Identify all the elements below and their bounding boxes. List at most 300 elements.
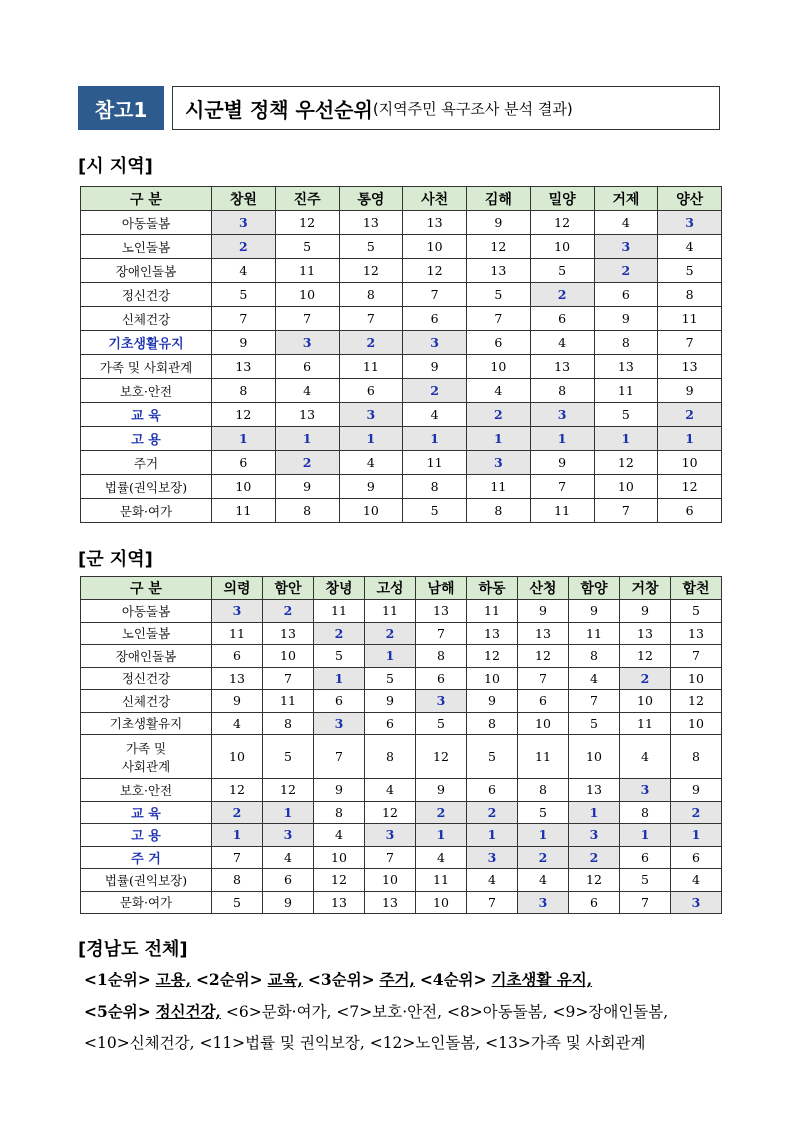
rank-cell: 12 <box>530 211 594 235</box>
rank-cell: 10 <box>620 690 671 713</box>
column-header: 양산 <box>658 187 722 211</box>
rank-cell: 8 <box>365 735 416 779</box>
rank-cell: 4 <box>671 869 722 892</box>
column-header: 창녕 <box>314 577 365 600</box>
row-label: 문화·여가 <box>81 499 212 523</box>
row-label: 보호·안전 <box>81 779 212 802</box>
rank-cell: 7 <box>314 735 365 779</box>
rank-cell: 12 <box>467 645 518 668</box>
rank-cell: 4 <box>518 869 569 892</box>
rank-cell: 7 <box>339 307 403 331</box>
rank-cell: 10 <box>365 869 416 892</box>
rank-cell: 4 <box>212 712 263 735</box>
rank-cell: 10 <box>467 667 518 690</box>
rank-cell: 13 <box>594 355 658 379</box>
rank-cell: 6 <box>212 645 263 668</box>
row-label: 신체건강 <box>81 307 212 331</box>
table-row <box>81 235 722 259</box>
rank-cell: 11 <box>530 499 594 523</box>
rank-cell: 12 <box>275 211 339 235</box>
rank-cell: 10 <box>403 235 467 259</box>
rank-cell: 3 <box>518 891 569 914</box>
rank-cell: 9 <box>467 690 518 713</box>
rank-cell: 12 <box>403 259 467 283</box>
rank-cell: 9 <box>671 779 722 802</box>
rank-cell: 12 <box>339 259 403 283</box>
rank-cell: 2 <box>212 235 276 259</box>
column-header: 합천 <box>671 577 722 600</box>
row-label: 정신건강 <box>81 283 212 307</box>
rank-cell: 7 <box>212 307 276 331</box>
table-row <box>81 622 722 645</box>
rank-cell: 3 <box>263 824 314 847</box>
rank-cell: 1 <box>212 427 276 451</box>
column-header: 함안 <box>263 577 314 600</box>
column-header: 고성 <box>365 577 416 600</box>
rank-cell: 5 <box>365 667 416 690</box>
rank-cell: 10 <box>212 735 263 779</box>
rank-cell: 9 <box>275 475 339 499</box>
table-row <box>81 690 722 713</box>
rank-cell: 13 <box>671 622 722 645</box>
rank-cell: 6 <box>403 307 467 331</box>
row-label: 노인돌봄 <box>81 622 212 645</box>
rank-cell: 10 <box>569 735 620 779</box>
rank-cell: 7 <box>530 475 594 499</box>
row-label: 노인돌봄 <box>81 235 212 259</box>
rank-cell: 8 <box>620 801 671 824</box>
rank-cell: 2 <box>403 379 467 403</box>
rank-cell: 1 <box>212 824 263 847</box>
table-row <box>81 735 722 779</box>
rank-cell: 13 <box>275 403 339 427</box>
rank-cell: 1 <box>275 427 339 451</box>
rank-cell: 1 <box>671 824 722 847</box>
rank-cell: 4 <box>403 403 467 427</box>
rank-cell: 5 <box>212 891 263 914</box>
row-label <box>81 735 212 779</box>
rank-cell: 6 <box>671 846 722 869</box>
rank-cell: 8 <box>671 735 722 779</box>
rank-8: <8>아동돌봄, <box>446 1003 548 1021</box>
column-header: 하동 <box>467 577 518 600</box>
rank-cell: 6 <box>569 891 620 914</box>
rank-cell: 8 <box>518 779 569 802</box>
rank-cell: 10 <box>275 283 339 307</box>
row-label: 문화·여가 <box>81 891 212 914</box>
table-row <box>81 645 722 668</box>
table-row <box>81 379 722 403</box>
row-label: 기초생활유지 <box>81 331 212 355</box>
rank-cell: 13 <box>314 891 365 914</box>
rank-cell: 1 <box>569 801 620 824</box>
rank-5-item: 정신건강, <box>155 1002 221 1021</box>
rank-2-label: <2순위> <box>195 970 263 989</box>
rank-cell: 12 <box>620 645 671 668</box>
rank-cell: 12 <box>594 451 658 475</box>
rank-cell: 4 <box>263 846 314 869</box>
column-header: 산청 <box>518 577 569 600</box>
table-row <box>81 451 722 475</box>
rank-cell: 4 <box>594 211 658 235</box>
rank-cell: 12 <box>416 735 467 779</box>
rank-cell: 10 <box>212 475 276 499</box>
rank-cell: 4 <box>569 667 620 690</box>
rank-cell: 10 <box>658 451 722 475</box>
rank-cell: 6 <box>594 283 658 307</box>
rank-cell: 6 <box>339 379 403 403</box>
rank-cell: 2 <box>671 801 722 824</box>
rank-cell: 6 <box>620 846 671 869</box>
rank-cell: 1 <box>467 427 531 451</box>
rank-10: <10>신체건강, <box>84 1034 195 1052</box>
rank-cell: 4 <box>658 235 722 259</box>
rank-cell: 12 <box>467 235 531 259</box>
rank-cell: 5 <box>416 712 467 735</box>
rank-cell: 4 <box>339 451 403 475</box>
rank-cell: 2 <box>594 259 658 283</box>
province-summary <box>84 964 744 1059</box>
rank-13: <13>가족 및 사회관계 <box>485 1034 646 1052</box>
rank-cell: 3 <box>594 235 658 259</box>
city-priority-table <box>80 186 722 523</box>
rank-cell: 13 <box>530 355 594 379</box>
rank-cell: 1 <box>416 824 467 847</box>
rank-cell: 5 <box>671 600 722 623</box>
rank-cell: 4 <box>212 259 276 283</box>
rank-1-item: 고용, <box>155 970 191 989</box>
row-label: 정신건강 <box>81 667 212 690</box>
column-header: 밀양 <box>530 187 594 211</box>
rank-cell: 2 <box>365 622 416 645</box>
rank-cell: 3 <box>212 600 263 623</box>
rank-cell: 10 <box>530 235 594 259</box>
rank-cell: 5 <box>620 869 671 892</box>
rank-cell: 9 <box>569 600 620 623</box>
table-row <box>81 355 722 379</box>
rank-cell: 7 <box>403 283 467 307</box>
row-label: 아동돌봄 <box>81 211 212 235</box>
rank-cell: 8 <box>403 475 467 499</box>
rank-cell: 7 <box>594 499 658 523</box>
rank-cell: 10 <box>671 712 722 735</box>
rank-cell: 12 <box>518 645 569 668</box>
column-header: 거창 <box>620 577 671 600</box>
rank-cell: 7 <box>518 667 569 690</box>
rank-cell: 1 <box>620 824 671 847</box>
rank-cell: 4 <box>365 779 416 802</box>
rank-cell: 6 <box>658 499 722 523</box>
title-subtitle: (지역주민 욕구조사 분석 결과) <box>372 99 573 118</box>
column-header: 의령 <box>212 577 263 600</box>
rank-cell: 9 <box>314 779 365 802</box>
rank-cell: 1 <box>339 427 403 451</box>
rank-cell: 8 <box>658 283 722 307</box>
page-title <box>172 86 720 130</box>
rank-cell: 10 <box>416 891 467 914</box>
rank-cell: 6 <box>365 712 416 735</box>
rank-cell: 5 <box>658 259 722 283</box>
rank-cell: 9 <box>365 690 416 713</box>
table-row <box>81 712 722 735</box>
rank-cell: 5 <box>275 235 339 259</box>
row-label: 아동돌봄 <box>81 600 212 623</box>
rank-cell: 11 <box>620 712 671 735</box>
rank-cell: 13 <box>658 355 722 379</box>
rank-cell: 2 <box>569 846 620 869</box>
rank-cell: 10 <box>263 645 314 668</box>
rank-cell: 7 <box>658 331 722 355</box>
column-header: 거제 <box>594 187 658 211</box>
table-row <box>81 211 722 235</box>
column-header: 통영 <box>339 187 403 211</box>
row-label: 장애인돌봄 <box>81 259 212 283</box>
column-header: 남해 <box>416 577 467 600</box>
rank-3-label: <3순위> <box>307 970 375 989</box>
column-header: 사천 <box>403 187 467 211</box>
rank-cell: 3 <box>671 891 722 914</box>
rank-cell: 3 <box>620 779 671 802</box>
rank-cell: 8 <box>569 645 620 668</box>
rank-cell: 1 <box>518 824 569 847</box>
rank-cell: 8 <box>275 499 339 523</box>
row-label-line: 가족 및 <box>125 740 167 756</box>
row-label: 주 거 <box>81 846 212 869</box>
rank-cell: 8 <box>212 379 276 403</box>
rank-cell: 8 <box>212 869 263 892</box>
rank-cell: 7 <box>275 307 339 331</box>
rank-cell: 9 <box>403 355 467 379</box>
rank-cell: 11 <box>339 355 403 379</box>
row-label: 신체건강 <box>81 690 212 713</box>
rank-cell: 1 <box>530 427 594 451</box>
rank-cell: 7 <box>212 846 263 869</box>
rank-cell: 13 <box>416 600 467 623</box>
rank-cell: 6 <box>467 779 518 802</box>
rank-7: <7>보호·안전, <box>336 1003 443 1021</box>
rank-cell: 3 <box>275 331 339 355</box>
summary-line-1 <box>84 964 744 996</box>
row-label: 교 육 <box>81 801 212 824</box>
corner-label: 구 분 <box>81 577 212 600</box>
rank-cell: 10 <box>671 667 722 690</box>
rank-cell: 7 <box>263 667 314 690</box>
rank-cell: 9 <box>518 600 569 623</box>
county-priority-table <box>80 576 722 914</box>
rank-cell: 3 <box>467 846 518 869</box>
row-label: 교 육 <box>81 403 212 427</box>
rank-cell: 11 <box>365 600 416 623</box>
title-main: 시군별 정책 우선순위 <box>185 97 373 122</box>
rank-1-label: <1순위> <box>84 970 151 989</box>
rank-cell: 11 <box>518 735 569 779</box>
rank-cell: 11 <box>314 600 365 623</box>
rank-cell: 13 <box>467 259 531 283</box>
rank-cell: 1 <box>403 427 467 451</box>
rank-cell: 4 <box>467 869 518 892</box>
rank-cell: 10 <box>467 355 531 379</box>
rank-cell: 12 <box>314 869 365 892</box>
rank-cell: 1 <box>658 427 722 451</box>
rank-cell: 1 <box>365 645 416 668</box>
rank-cell: 9 <box>620 600 671 623</box>
rank-cell: 12 <box>671 690 722 713</box>
rank-cell: 1 <box>263 801 314 824</box>
rank-cell: 13 <box>212 355 276 379</box>
rank-cell: 3 <box>365 824 416 847</box>
rank-cell: 9 <box>467 211 531 235</box>
rank-cell: 5 <box>518 801 569 824</box>
rank-cell: 11 <box>658 307 722 331</box>
rank-cell: 2 <box>467 801 518 824</box>
rank-cell: 2 <box>416 801 467 824</box>
row-label: 고 용 <box>81 824 212 847</box>
rank-cell: 11 <box>594 379 658 403</box>
table-row <box>81 283 722 307</box>
rank-9: <9>장애인돌봄, <box>552 1003 669 1021</box>
rank-cell: 9 <box>530 451 594 475</box>
rank-cell: 10 <box>314 846 365 869</box>
rank-cell: 2 <box>314 622 365 645</box>
rank-cell: 2 <box>275 451 339 475</box>
rank-cell: 6 <box>416 667 467 690</box>
table-row <box>81 779 722 802</box>
table-row <box>81 427 722 451</box>
table-row <box>81 499 722 523</box>
rank-cell: 10 <box>594 475 658 499</box>
rank-cell: 3 <box>212 211 276 235</box>
rank-cell: 6 <box>263 869 314 892</box>
rank-cell: 13 <box>263 622 314 645</box>
rank-cell: 8 <box>467 712 518 735</box>
rank-cell: 13 <box>467 622 518 645</box>
row-label: 장애인돌봄 <box>81 645 212 668</box>
row-label: 보호·안전 <box>81 379 212 403</box>
row-label: 주거 <box>81 451 212 475</box>
rank-cell: 2 <box>263 600 314 623</box>
rank-cell: 13 <box>403 211 467 235</box>
rank-5-label: <5순위> <box>84 1002 151 1021</box>
rank-cell: 9 <box>658 379 722 403</box>
rank-cell: 7 <box>467 891 518 914</box>
rank-2-item: 교육, <box>267 970 303 989</box>
rank-12: <12>노인돌봄, <box>369 1034 481 1052</box>
rank-cell: 13 <box>212 667 263 690</box>
table-row <box>81 331 722 355</box>
rank-cell: 5 <box>212 283 276 307</box>
table-row <box>81 600 722 623</box>
rank-cell: 10 <box>518 712 569 735</box>
reference-badge: 참고1 <box>78 86 164 130</box>
rank-cell: 6 <box>212 451 276 475</box>
rank-cell: 12 <box>212 779 263 802</box>
summary-line-2 <box>84 996 744 1028</box>
rank-cell: 13 <box>339 211 403 235</box>
rank-cell: 12 <box>658 475 722 499</box>
rank-4-item: 기초생활 유지, <box>491 970 593 989</box>
rank-cell: 8 <box>467 499 531 523</box>
table-row <box>81 801 722 824</box>
rank-cell: 6 <box>275 355 339 379</box>
rank-cell: 1 <box>314 667 365 690</box>
rank-cell: 11 <box>467 475 531 499</box>
row-label: 법률(권익보장) <box>81 869 212 892</box>
corner-label: 구 분 <box>81 187 212 211</box>
row-label: 가족 및 사회관계 <box>81 355 212 379</box>
rank-cell: 3 <box>530 403 594 427</box>
rank-cell: 3 <box>339 403 403 427</box>
rank-cell: 7 <box>671 645 722 668</box>
rank-cell: 13 <box>620 622 671 645</box>
rank-4-label: <4순위> <box>419 970 487 989</box>
rank-cell: 5 <box>314 645 365 668</box>
rank-cell: 5 <box>530 259 594 283</box>
row-label: 법률(권익보장) <box>81 475 212 499</box>
rank-cell: 8 <box>339 283 403 307</box>
table-row <box>81 824 722 847</box>
rank-cell: 9 <box>416 779 467 802</box>
rank-cell: 11 <box>212 499 276 523</box>
rank-cell: 3 <box>314 712 365 735</box>
rank-cell: 5 <box>263 735 314 779</box>
rank-cell: 13 <box>518 622 569 645</box>
rank-cell: 2 <box>518 846 569 869</box>
rank-cell: 9 <box>594 307 658 331</box>
rank-cell: 12 <box>263 779 314 802</box>
rank-cell: 11 <box>467 600 518 623</box>
rank-cell: 11 <box>212 622 263 645</box>
rank-cell: 11 <box>569 622 620 645</box>
rank-6: <6>문화·여가, <box>225 1003 332 1021</box>
rank-cell: 3 <box>403 331 467 355</box>
rank-cell: 5 <box>467 735 518 779</box>
rank-cell: 6 <box>530 307 594 331</box>
rank-cell: 11 <box>275 259 339 283</box>
rank-cell: 9 <box>212 331 276 355</box>
table-row <box>81 475 722 499</box>
rank-cell: 7 <box>569 690 620 713</box>
rank-cell: 5 <box>339 235 403 259</box>
rank-cell: 8 <box>263 712 314 735</box>
rank-cell: 13 <box>365 891 416 914</box>
rank-cell: 3 <box>416 690 467 713</box>
rank-cell: 3 <box>467 451 531 475</box>
row-label: 고 용 <box>81 427 212 451</box>
rank-cell: 1 <box>467 824 518 847</box>
rank-cell: 12 <box>365 801 416 824</box>
rank-cell: 8 <box>416 645 467 668</box>
rank-cell: 5 <box>467 283 531 307</box>
column-header: 김해 <box>467 187 531 211</box>
rank-cell: 11 <box>403 451 467 475</box>
rank-cell: 2 <box>620 667 671 690</box>
rank-cell: 2 <box>339 331 403 355</box>
rank-cell: 7 <box>467 307 531 331</box>
table-row <box>81 846 722 869</box>
table-row <box>81 667 722 690</box>
summary-line-3 <box>84 1028 744 1059</box>
rank-cell: 1 <box>594 427 658 451</box>
rank-cell: 4 <box>416 846 467 869</box>
table-row <box>81 403 722 427</box>
rank-cell: 4 <box>275 379 339 403</box>
rank-cell: 6 <box>314 690 365 713</box>
rank-cell: 8 <box>530 379 594 403</box>
rank-cell: 4 <box>530 331 594 355</box>
rank-cell: 2 <box>530 283 594 307</box>
rank-3-item: 주거, <box>379 970 415 989</box>
rank-cell: 6 <box>518 690 569 713</box>
